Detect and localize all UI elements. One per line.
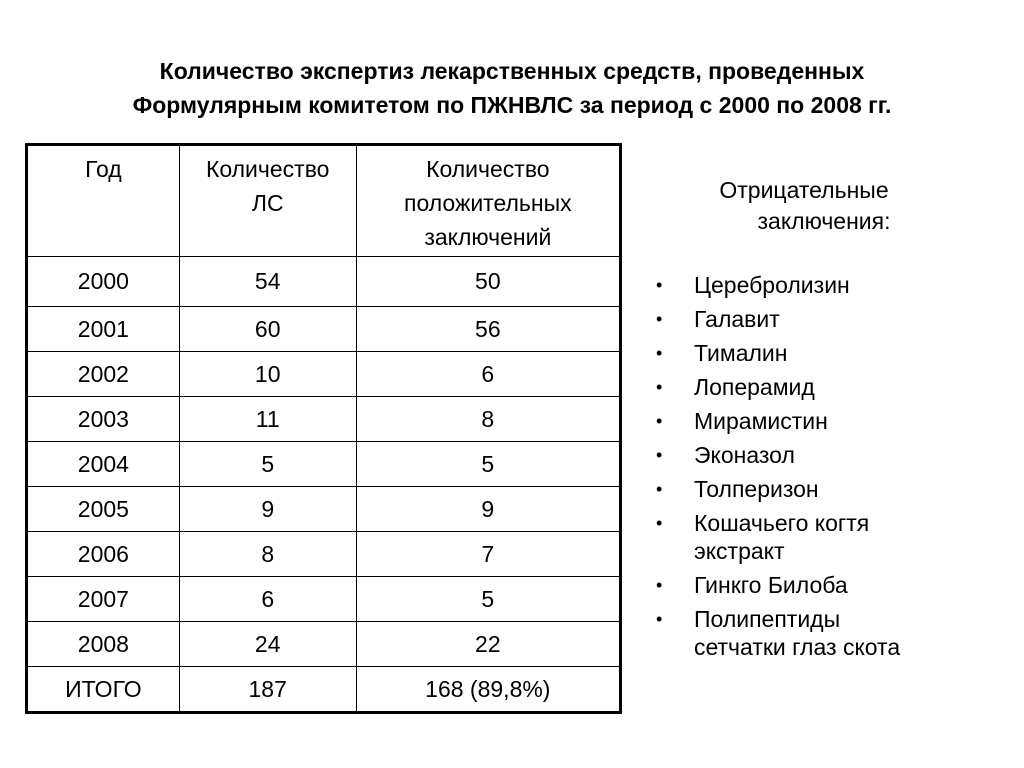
cell-drug-count: 54 [179,257,356,307]
list-item [650,339,1010,367]
cell-drug-count: 60 [179,307,356,352]
bullet-icon: • [656,445,663,465]
bullet-icon: • [656,609,663,629]
bullet-icon: • [656,343,663,363]
list-item [650,441,1010,469]
heading-line-2: заключения: [757,208,891,234]
cell-positive-count: 22 [356,622,620,667]
header-drug-count [179,145,356,257]
list-item [650,571,1010,599]
negative-conclusions-heading [654,175,954,237]
header-positive-line-3: заключений [424,224,552,250]
cell-year: 2004 [27,442,180,487]
cell-year: 2003 [27,397,180,442]
title-line-2: Формулярным комитетом по ПЖНВЛС за период с 2000 по 2008 гг. [132,92,892,118]
bullet-icon: • [656,309,663,329]
heading-line-1: Отрицательные [719,177,889,203]
cell-year: 2005 [27,487,180,532]
list-item [650,305,1010,333]
cell-positive-count: 6 [356,352,620,397]
cell-drug-count: 9 [179,487,356,532]
table-row [27,257,621,307]
negative-drug-list [650,271,1010,667]
drug-name: Эконазол [694,442,795,468]
cell-drug-count: 6 [179,577,356,622]
cell-drug-count: 8 [179,532,356,577]
cell-year: 2008 [27,622,180,667]
drug-name: Кошачьего когтя экстракт [694,510,870,564]
cell-year: 2000 [27,257,180,307]
negative-conclusions-panel [650,175,1010,660]
header-drug-count-line-2: ЛС [251,190,284,216]
cell-year: 2002 [27,352,180,397]
cell-year: 2006 [27,532,180,577]
cell-positive-count: 9 [356,487,620,532]
cell-positive-count: 5 [356,577,620,622]
header-positive-line-2: положительных [404,190,572,216]
table-row [27,487,621,532]
drug-name: Толперизон [694,476,819,502]
cell-positive-count: 5 [356,442,620,487]
cell-positive-count: 56 [356,307,620,352]
cell-positive-count: 8 [356,397,620,442]
drug-name: Гинкго Билоба [694,572,848,598]
cell-positive-count: 7 [356,532,620,577]
drug-name: Мирамистин [694,408,828,434]
cell-drug-count: 10 [179,352,356,397]
header-drug-count-line-1: Количество [205,156,330,182]
list-item [650,605,1010,661]
drug-name: Лоперамид [694,374,815,400]
table-header-row [27,145,621,257]
list-item [650,509,1010,565]
list-item [650,373,1010,401]
header-positive-count [356,145,620,257]
header-year [27,145,180,257]
bullet-icon: • [656,575,663,595]
table-row [27,532,621,577]
cell-year: 2007 [27,577,180,622]
table-row [27,397,621,442]
table-row [27,577,621,622]
page-title [0,54,1024,122]
header-year-label: Год [85,156,122,182]
drug-name: Полипептиды сетчатки глаз скота [694,606,901,660]
cell-positive-count: 50 [356,257,620,307]
cell-year: 2001 [27,307,180,352]
header-positive-line-1: Количество [426,156,550,182]
cell-drug-count: 24 [179,622,356,667]
title-line-1: Количество экспертиз лекарственных средств, проведенных [159,58,865,84]
cell-total-label: ИТОГО [27,667,180,713]
table-row [27,352,621,397]
drug-name: Тималин [694,340,788,366]
bullet-icon: • [656,411,663,431]
table-row [27,307,621,352]
cell-drug-count: 11 [179,397,356,442]
bullet-icon: • [656,479,663,499]
list-item [650,271,1010,299]
table-row [27,622,621,667]
list-item [650,475,1010,503]
expertise-table [25,143,622,714]
bullet-icon: • [656,513,663,533]
cell-total-drug-count: 187 [179,667,356,713]
bullet-icon: • [656,377,663,397]
cell-total-positive-count: 168 (89,8%) [356,667,620,713]
table-row [27,442,621,487]
list-item [650,407,1010,435]
cell-drug-count: 5 [179,442,356,487]
drug-name: Церебролизин [694,272,850,298]
table-total-row [27,667,621,713]
drug-name: Галавит [694,306,780,332]
bullet-icon: • [656,275,663,295]
